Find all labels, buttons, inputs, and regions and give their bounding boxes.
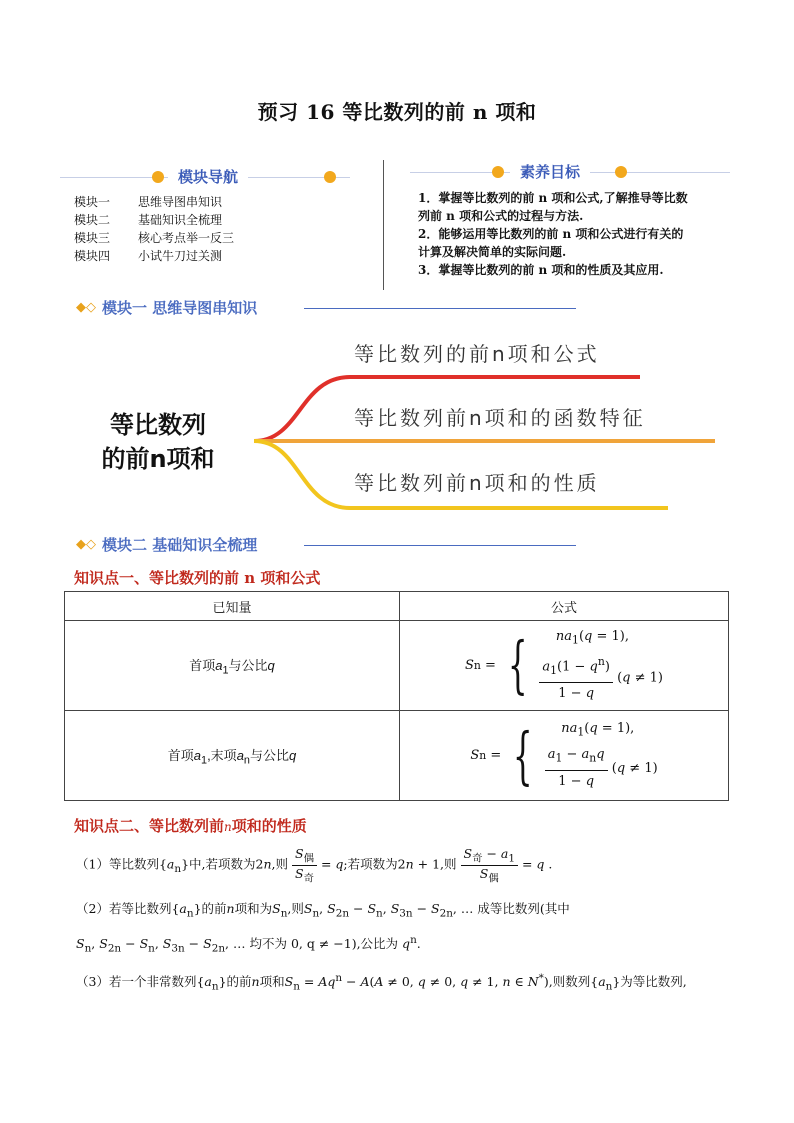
nav-item[interactable]: 模块四 小试牛刀过关测 bbox=[74, 249, 223, 263]
mindmap-branch-properties: 等比数列前n项和的性质 bbox=[354, 471, 600, 495]
page-title: 预习 16 等比数列的前 n 项和 bbox=[257, 100, 537, 124]
mindmap-root-line2: 的前n项和 bbox=[101, 445, 215, 473]
mindmap-root-line1: 等比数列 bbox=[110, 411, 206, 439]
table-cell-formula bbox=[400, 711, 729, 801]
nav-badge: 模块导航 bbox=[168, 166, 248, 188]
sum-formula-2: S n = { $na_1(q = 1)$, $\frac{a_1 - a_nq}{1 - q}$ (q ≠ 1) bbox=[470, 718, 658, 792]
module1-heading-text: 模块一 思维导图串知识 bbox=[102, 299, 258, 317]
formula-table bbox=[64, 591, 729, 801]
table-row bbox=[65, 621, 729, 711]
diamond-icon: ◆◇ bbox=[76, 537, 96, 552]
table-row bbox=[65, 711, 729, 801]
knowledge-point-2-title: 知识点二、等比数列前n项和的性质 bbox=[74, 817, 307, 835]
table-cell-known: 首项$a_1$,末项$a_n$与公比q bbox=[65, 711, 400, 801]
sum-formula-1: S n = { $na_1(q = 1)$, $\frac{a_1(1 - q^n)}{1 - q}$ (q ≠ 1) bbox=[465, 628, 663, 702]
column-divider bbox=[383, 160, 384, 290]
nav-dot-right bbox=[324, 171, 336, 183]
nav-item[interactable]: 模块一 思维导图串知识 bbox=[74, 195, 223, 209]
table-header-formula: 公式 bbox=[400, 592, 729, 621]
table-cell-formula bbox=[400, 621, 729, 711]
property-2: （2）若等比数列$\{a_n\}$的前n项和为$S_n$,则$S_n$, $S_{2n} - S_n$, $S_{3n} - S_{2n}$, … 成等比数列(其中 bbox=[76, 901, 570, 920]
nav-dot-left bbox=[152, 171, 164, 183]
module2-heading bbox=[76, 534, 576, 556]
goals-dot-right bbox=[615, 166, 627, 178]
module2-heading-text: 模块二 基础知识全梳理 bbox=[102, 536, 258, 554]
module1-heading-rule bbox=[304, 308, 576, 309]
nav-item[interactable]: 模块三 核心考点举一反三 bbox=[74, 231, 235, 245]
goal-line: 1．掌握等比数列的前 n 项和公式,了解推导等比数 bbox=[418, 191, 688, 205]
property-3: （3）若一个非常数列$\{a_n\}$的前n项和$S_n = Aq^n - A(A \ne 0$, q ≠ 0, q ≠ 1, n ∈ N*),则数列$\{a_n\}$为等比数列, bbox=[76, 972, 687, 993]
property-1: （1）等比数列$\{a_n\}$中,若项数为2n,则 $\frac{S_偶}{S_奇}$ = q;若项数为2n + 1,则 $\frac{S_奇 - a_1}{S_偶}$ = q . bbox=[76, 846, 553, 884]
property-2-cont: $S_n$, $S_{2n} - S_n$, $S_{3n} - S_{2n}$, … 均不为 0, q ≠ −1),公比为 $q^n$. bbox=[76, 934, 421, 955]
knowledge-point-1-title: 知识点一、等比数列的前 n 项和公式 bbox=[74, 569, 321, 587]
diamond-icon: ◆◇ bbox=[76, 300, 96, 315]
goal-line: 3．掌握等比数列的前 n 项和的性质及其应用. bbox=[418, 263, 664, 277]
table-cell-known: 首项$a_1$与公比q bbox=[65, 621, 400, 711]
table-header-known: 已知量 bbox=[65, 592, 400, 621]
goals-dot-left bbox=[492, 166, 504, 178]
mindmap-branch-formula: 等比数列的前n项和公式 bbox=[354, 342, 600, 366]
mindmap-branch-function: 等比数列前n项和的函数特征 bbox=[354, 406, 646, 430]
nav-list bbox=[74, 193, 234, 265]
goals-list bbox=[418, 189, 738, 279]
nav-item[interactable]: 模块二 基础知识全梳理 bbox=[74, 213, 223, 227]
mindmap-root bbox=[78, 408, 238, 476]
nav-header bbox=[60, 166, 350, 188]
module2-heading-rule bbox=[304, 545, 576, 546]
goal-line: 2．能够运用等比数列的前 n 项和公式进行有关的 bbox=[418, 227, 684, 241]
module1-heading bbox=[76, 297, 576, 319]
goals-header bbox=[410, 161, 730, 183]
goals-badge: 素养目标 bbox=[510, 161, 590, 183]
goal-line: 计算及解决简单的实际问题. bbox=[418, 245, 567, 259]
table-header-row bbox=[65, 592, 729, 621]
goal-line: 列前 n 项和公式的过程与方法. bbox=[418, 209, 584, 223]
